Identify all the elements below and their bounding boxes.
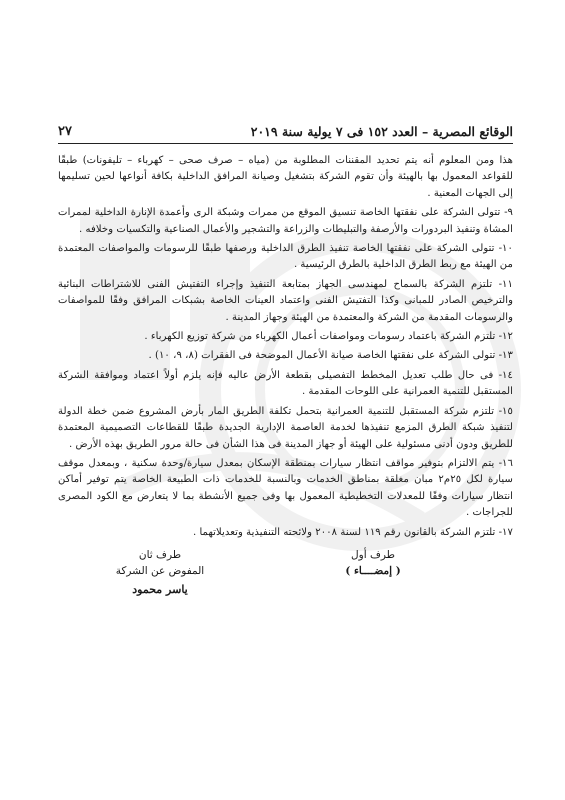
page-number: ٢٧ (58, 124, 72, 139)
clause-15: ١٥- تلتزم شركة المستقبل للتنمية العمرانية بتحمل تكلفة الطريق المار بأرض المشروع ضمن خطة الدولة لتنفيذ شبكة الطرق المزمع تنفيذها لخدمة العاصمة الإدارية الجديدة طبقًا للقطاعات التصميمية المعتمدة للطريق ودون أدنى مسئولية على الهيئة أو جهاز المدينة فى هذا الشأن فى حالة مرور الطريق بهذه الأرض . (58, 405, 513, 450)
second-party-name: ياسر محمود (132, 582, 188, 596)
paragraph-intro: هذا ومن المعلوم أنه يتم تحديد المقننات المطلوبة من (مياه – صرف صحى – كهرباء – تليفونات) طبقًا للقواعد المعمول بها بالهيئة وأن تقوم الشركة بتشغيل وصيانة المرافق الداخلية بكافة أنواعها لحين تسليمها إلى الجهات المعنية . (58, 155, 513, 199)
first-party-stamp: ( إمضــــاء ) (345, 564, 401, 577)
first-party-label: طرف أول (351, 548, 395, 561)
clause-13: ١٣- تتولى الشركة على نفقتها الخاصة صيانة الأعمال الموضحة فى الفقرات (٨، ٩، ١٠) . (148, 350, 513, 362)
document-body (58, 153, 513, 541)
clause-17: ١٧- تلتزم الشركة بالقانون رقم ١١٩ لسنة ٢٠٠٨ ولائحته التنفيذية وتعديلاتهما . (192, 526, 513, 538)
second-party-role: المفوض عن الشركة (115, 564, 205, 577)
signature-block (58, 547, 513, 637)
second-party-signature (90, 547, 230, 598)
clause-11: ١١- تلتزم الشركة بالسماح لمهندسى الجهاز بمتابعة التنفيذ وإجراء التفتيش الفنى للاشتراطات البنائية والترخيص الصادر للمبانى وكذا التفتيش الفنى واعتماد العينات الخاصة بشبكات المرافق وفقًا للمواصفات والرسومات المقدمة من الشركة والمعتمدة من الهيئة وجهاز المدينة . (58, 278, 513, 323)
clause-12: ١٢- تلتزم الشركة باعتماد رسومات ومواصفات أعمال الكهرباء من شركة توزيع الكهرباء . (144, 331, 513, 343)
clause-14: ١٤- فى حال طلب تعديل المخطط التفصيلى بقطعة الأرض عاليه فإنه يلزم أولاً اعتماد وموافقة الشركة المستقبل للتنمية العمرانية على اللوحات المقدمة . (58, 369, 513, 398)
clause-9: ٩- تتولى الشركة على نفقتها الخاصة تنسيق الموقع من ممرات وشبكة الرى وأعمدة الإنارة الداخلية لممرات المشاة وتنفيذ البردورات والأرصفة والتبليطات والزراعة والتشجير والأعمال الصناعية والتكسيات وخلافه . (58, 207, 513, 235)
page-header (58, 124, 513, 144)
clause-16: ١٦- يتم الالتزام بتوفير مواقف انتظار سيارات بمنطقة الإسكان بمعدل سيارة/وحدة سكنية ، وبمعدل موقف سيارة لكل ٢٥م٢ مبان مغلقة بمناطق الخدمات وبالنسبة للخدمات ذات الطبيعة الخاصة يتم توفير أماكن انتظار سيارات وفقًا للمعدلات التخطيطية المعمول بها وفى جميع الأنشطة بما لا يتعارض مع الكود المصرى للجراجات . (58, 457, 513, 519)
first-party-signature (318, 547, 428, 579)
header-title: الوقائع المصرية – العدد ١٥٢ فى ٧ يولية سنة ٢٠١٩ (250, 124, 513, 139)
clause-10: ١٠- تتولى الشركة على نفقتها الخاصة تنفيذ الطرق الداخلية ورصفها طبقًا للرسومات والمواصفات المعتمدة من الهيئة مع ربط الطرق الداخلية بالطرق الرئيسية . (58, 243, 513, 271)
document-page (58, 124, 513, 637)
second-party-label: طرف ثان (138, 548, 182, 561)
